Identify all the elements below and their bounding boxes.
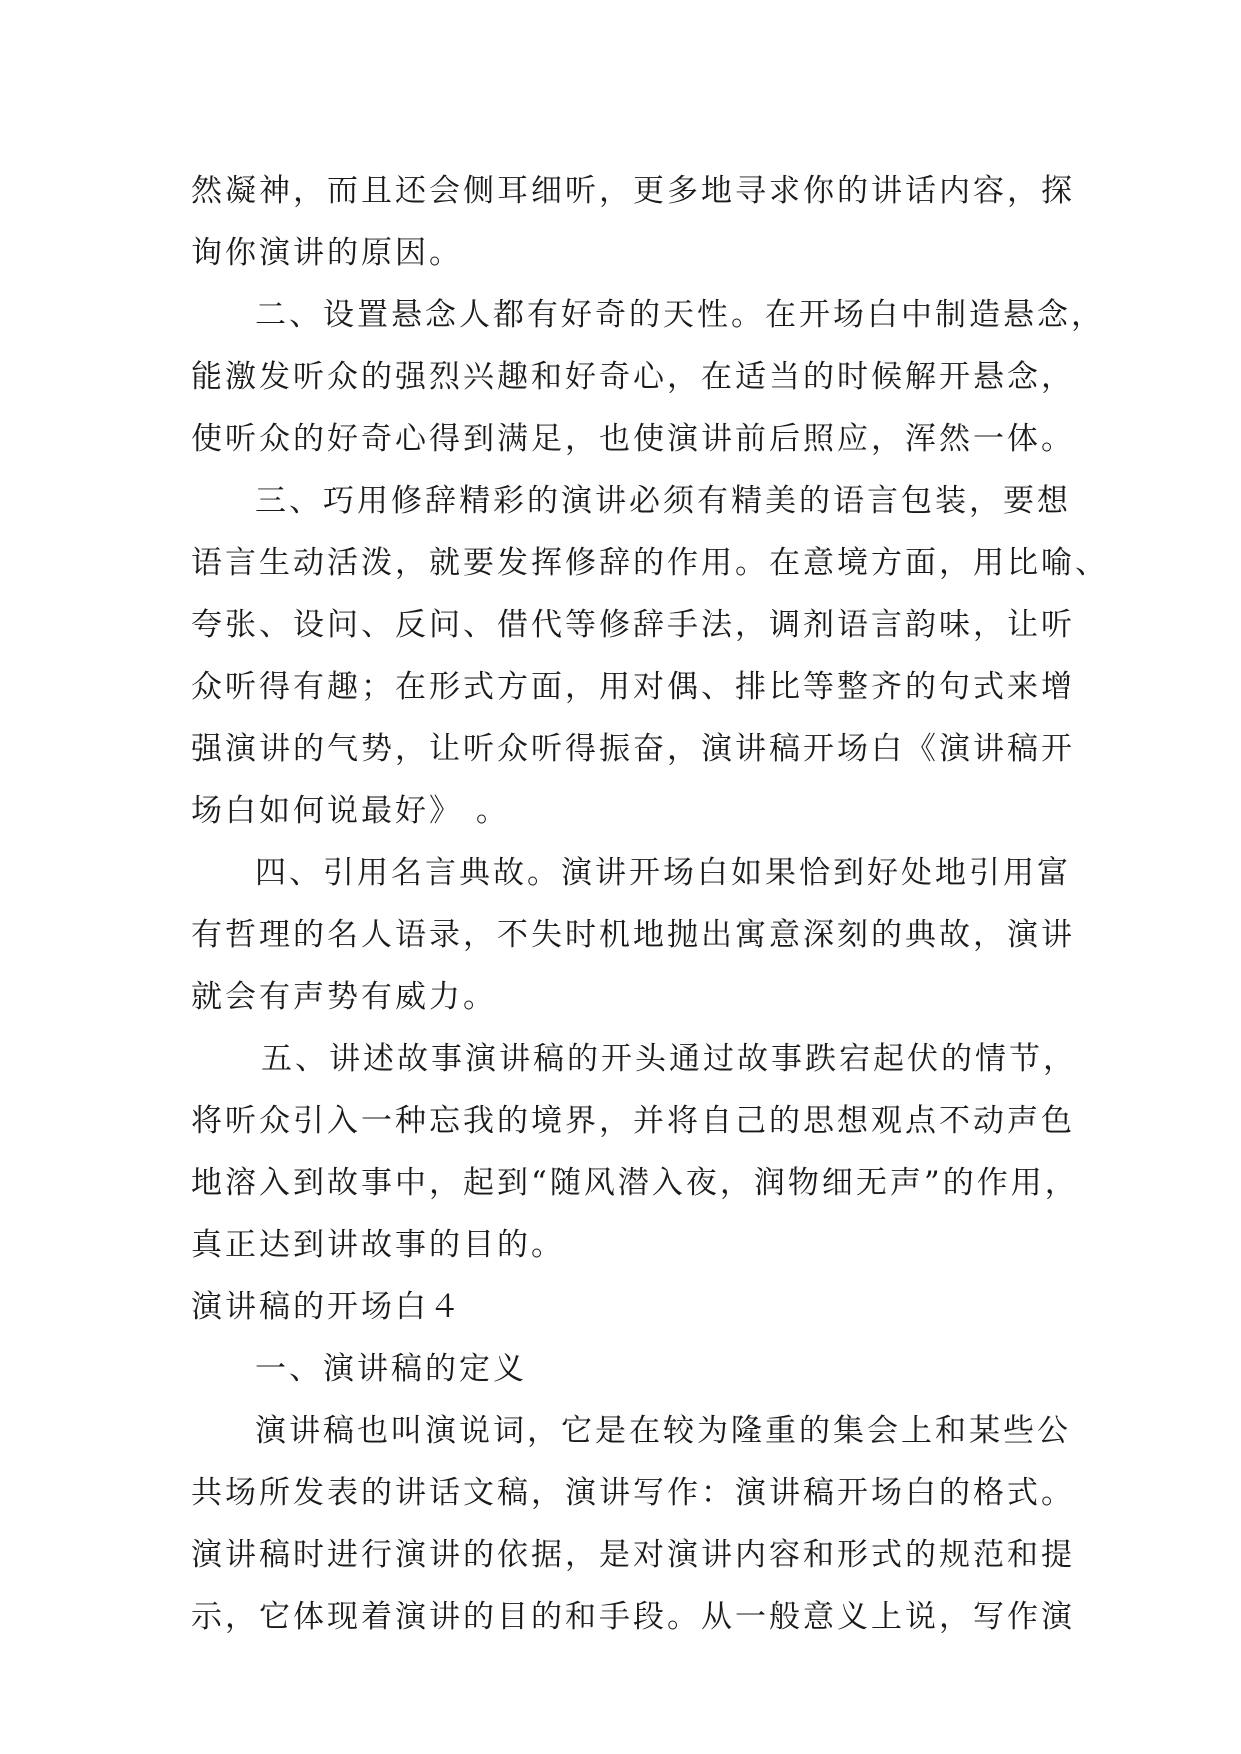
paragraph-start-line: 三、巧用修辞精彩的演讲必须有精美的语言包装，要想: [255, 483, 1071, 519]
text-line: 强演讲的气势，让听众听得振奋，演讲稿开场白《演讲稿开: [191, 731, 1075, 767]
text-line: 演讲稿时进行演讲的依据，是对演讲内容和形式的规范和提: [191, 1537, 1075, 1573]
subsection-heading: 一、演讲稿的定义: [255, 1351, 527, 1387]
document-body: [191, 160, 1109, 1648]
text-line: 将听众引入一种忘我的境界，并将自己的思想观点不动声色: [191, 1103, 1075, 1139]
paragraph-start-line: 演讲稿也叫演说词，它是在较为隆重的集会上和某些公: [255, 1413, 1071, 1449]
paragraph-start-line: 四、引用名言典故。演讲开场白如果恰到好处地引用富: [255, 855, 1071, 891]
text-line: 地溶入到故事中，起到“随风潜入夜，润物细无声”的作用，: [191, 1165, 1079, 1201]
text-line: 询你演讲的原因。: [191, 235, 463, 271]
text-line: 就会有声势有威力。: [191, 979, 497, 1015]
text-line: 有哲理的名人语录，不失时机地抛出寓意深刻的典故，演讲: [191, 917, 1075, 953]
text-line: 语言生动活泼，就要发挥修辞的作用。在意境方面，用比喻、: [191, 545, 1109, 581]
paragraph-start-line: 二、设置悬念人都有好奇的天性。在开场白中制造悬念，: [255, 297, 1105, 333]
text-line: 众听得有趣；在形式方面，用对偶、排比等整齐的句式来增: [191, 669, 1075, 705]
text-line: 示，它体现着演讲的目的和手段。从一般意义上说，写作演: [191, 1599, 1075, 1635]
paragraph-start-line: 五、讲述故事演讲稿的开头通过故事跌宕起伏的情节，: [261, 1041, 1077, 1077]
text-line: 使听众的好奇心得到满足，也使演讲前后照应，浑然一体。: [191, 421, 1075, 457]
text-line: 场白如何说最好》 。: [191, 793, 510, 829]
text-line: 真正达到讲故事的目的。: [191, 1227, 565, 1263]
section-heading: 演讲稿的开场白４: [191, 1289, 463, 1325]
text-line: 能激发听众的强烈兴趣和好奇心，在适当的时候解开悬念，: [191, 359, 1075, 395]
text-line: 共场所发表的讲话文稿，演讲写作：演讲稿开场白的格式。: [191, 1475, 1075, 1511]
text-line: 然凝神，而且还会侧耳细听，更多地寻求你的讲话内容，探: [191, 173, 1075, 209]
text-line: 夸张、设问、反问、借代等修辞手法，调剂语言韵味，让听: [191, 607, 1075, 643]
